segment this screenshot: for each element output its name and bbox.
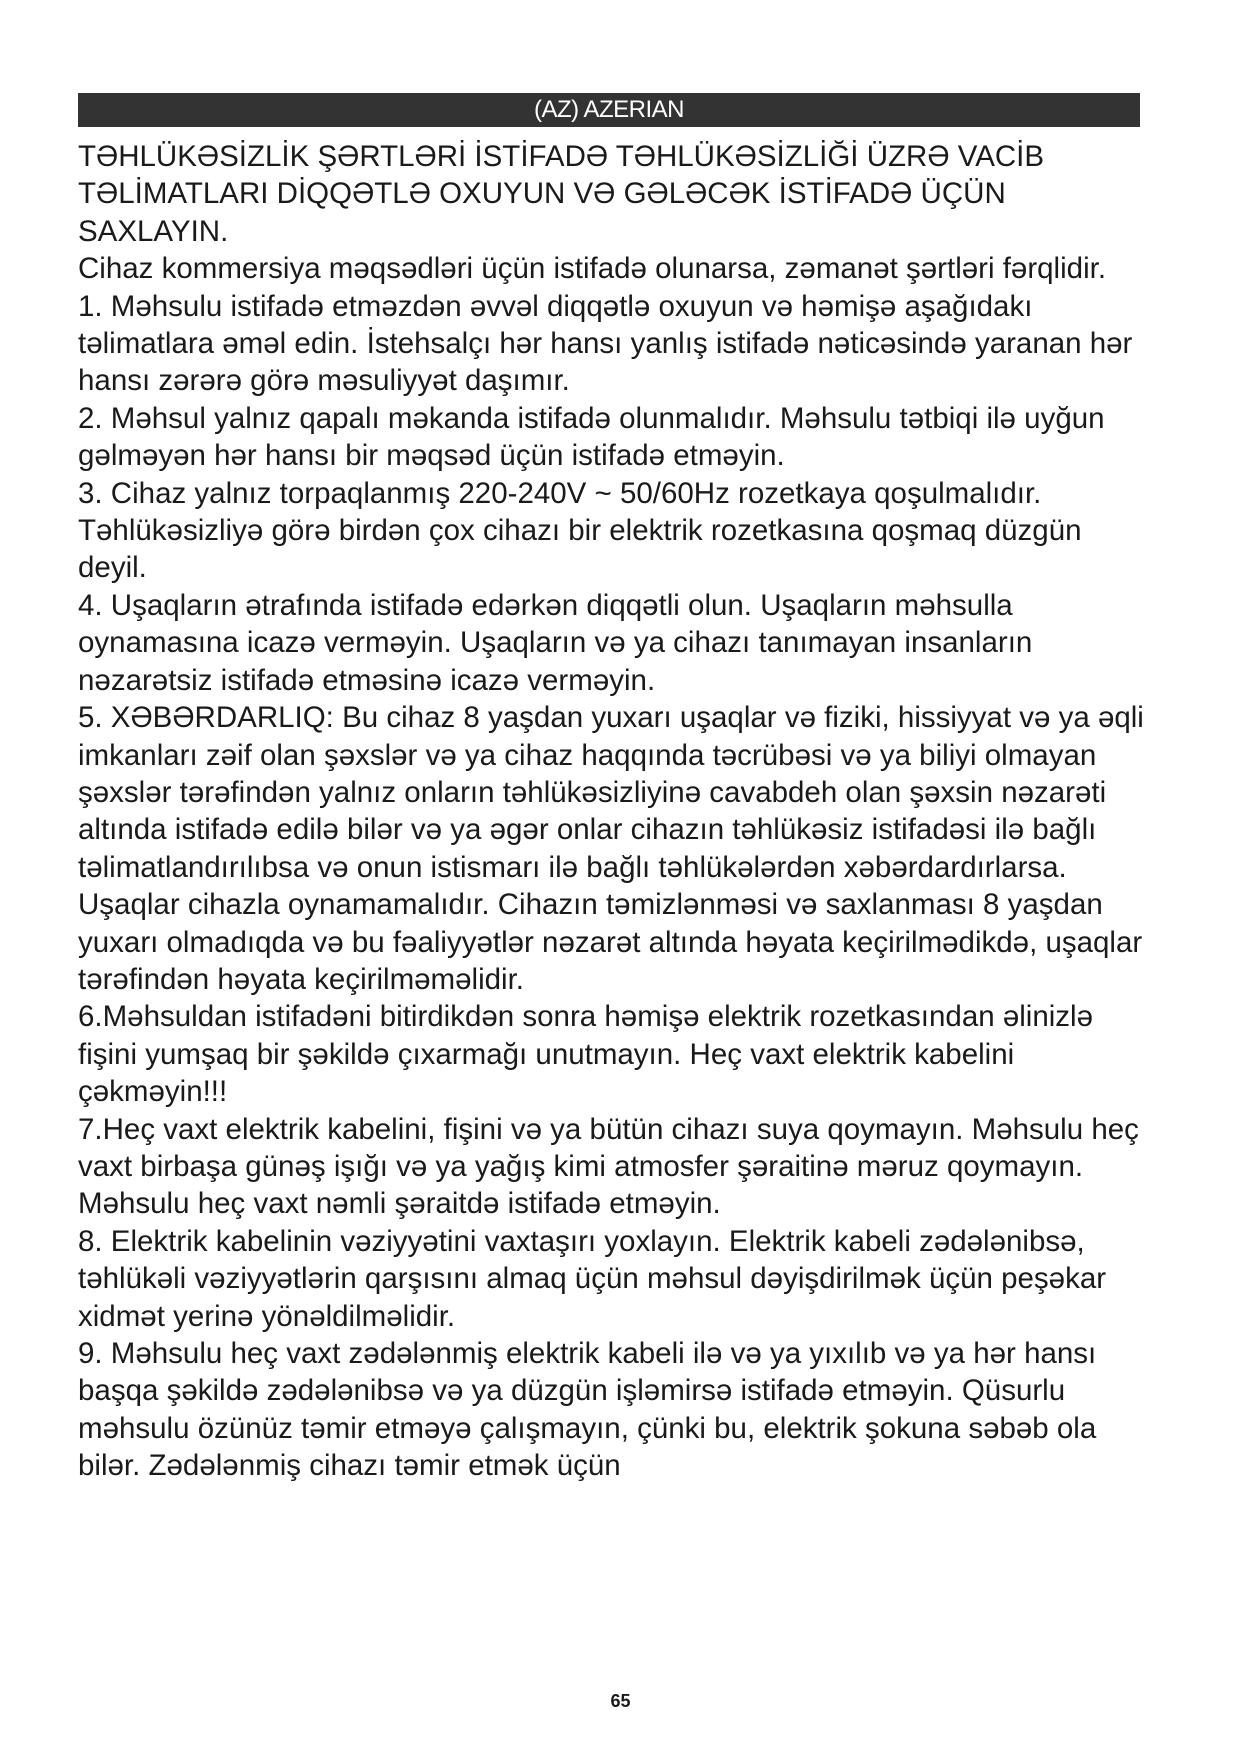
paragraph-item-7: 7.Heç vaxt elektrik kabelini, fişini və ya bütün cihazı suya qoymayın. Məhsulu heç vaxt birbaşa günəş işığı və ya yağış kimi atmosfer şəraitinə məruz qoymayın. Məhsulu heç vaxt nəmli şəraitdə istifadə etməyin. [78, 1112, 1139, 1221]
document-body [78, 138, 1148, 1485]
language-header-bar: (AZ) AZERIAN [78, 93, 1140, 127]
paragraph-item-2: 2. Məhsul yalnız qapalı məkanda istifadə olunmalıdır. Məhsulu tətbiqi ilə uyğun gəlməyən hər hansı bir məqsəd üçün istifadə etməyin. [78, 401, 1105, 473]
safety-title: TƏHLÜKƏSİZLİK ŞƏRTLƏRİ İSTİFADƏ TƏHLÜKƏSİZLİĞİ ÜZRƏ VACİB TƏLİMATLARI DİQQƏTLƏ OXUYUN VƏ GƏLƏCƏK İSTİFADƏ ÜÇÜN SAXLAYIN. [78, 140, 1045, 248]
paragraph-item-1: 1. Məhsulu istifadə etməzdən əvvəl diqqətlə oxuyun və həmişə aşağıdakı təlimatlara əməl edin. İstehsalçı hər hansı yanlış istifadə nəticəsində yaranan hər hansı zərərə görə məsuliyyət daşımır. [78, 289, 1133, 398]
paragraph-commercial-use: Cihaz kommersiya məqsədləri üçün istifadə olunarsa, zəmanət şərtləri fərqlidir. [78, 252, 1107, 286]
paragraph-item-5: 5. XƏBƏRDARLIQ: Bu cihaz 8 yaşdan yuxarı uşaqlar və fiziki, hissiyyat və ya əqli imkanları zəif olan şəxslər və ya cihaz haqqında təcrübəsi və ya biliyi olmayan şəxslər tərəfindən yalnız onların təhlükəsizliyinə cavabdeh olan şəxsin nəzarəti altında istifadə edilə bilər və ya əgər onlar cihazın təhlükəsiz istifadəsi ilə bağlı təlimatlandırılıbsa və onun istismarı ilə bağlı təhlükələrdən xəbərdardırlarsa. Uşaqlar cihazla oynamamalıdır. Cihazın təmizlənməsi və saxlanması 8 yaşdan yuxarı olmadıqda və bu fəaliyyətlər nəzarət altında həyata keçirilmədikdə, uşaqlar tərəfindən həyata keçirilməməlidir. [78, 701, 1144, 996]
page-number: 65 [610, 1691, 631, 1711]
paragraph-item-3: 3. Cihaz yalnız torpaqlanmış 220-240V ~ 50/60Hz rozetkaya qoşulmalıdır. Təhlükəsizliyə görə birdən çox cihazı bir elektrik rozetkasına qoşmaq düzgün deyil. [78, 476, 1082, 585]
paragraph-item-6: 6.Məhsuldan istifadəni bitirdikdən sonra həmişə elektrik rozetkasından əlinizlə fişini yumşaq bir şəkildə çıxarmağı unutmayın. Heç vaxt elektrik kabelini çəkməyin!!! [78, 1000, 1094, 1109]
paragraph-item-8: 8. Elektrik kabelinin vəziyyətini vaxtaşırı yoxlayın. Elektrik kabeli zədələnibsə, təhlükəli vəziyyətlərin qarşısını almaq üçün məhsul dəyişdirilmək üçün peşəkar xidmət yerinə yönəldilməlidir. [78, 1224, 1107, 1333]
paragraph-item-9: 9. Məhsulu heç vaxt zədələnmiş elektrik kabeli ilə və ya yıxılıb və ya hər hansı başqa şəkildə zədələnibsə və ya düzgün işləmirsə istifadə etməyin. Qüsurlu məhsulu özünüz təmir etməyə çalışmayın, çünki bu, elektrik şokuna səbəb ola bilər. Zədələnmiş cihazı təmir etmək üçün [78, 1337, 1097, 1483]
paragraph-item-4: 4. Uşaqların ətrafında istifadə edərkən diqqətli olun. Uşaqların məhsulla oynamasına icazə verməyin. Uşaqların və ya cihazı tanımayan insanların nəzarətsiz istifadə etməsinə icazə verməyin. [78, 588, 1033, 697]
